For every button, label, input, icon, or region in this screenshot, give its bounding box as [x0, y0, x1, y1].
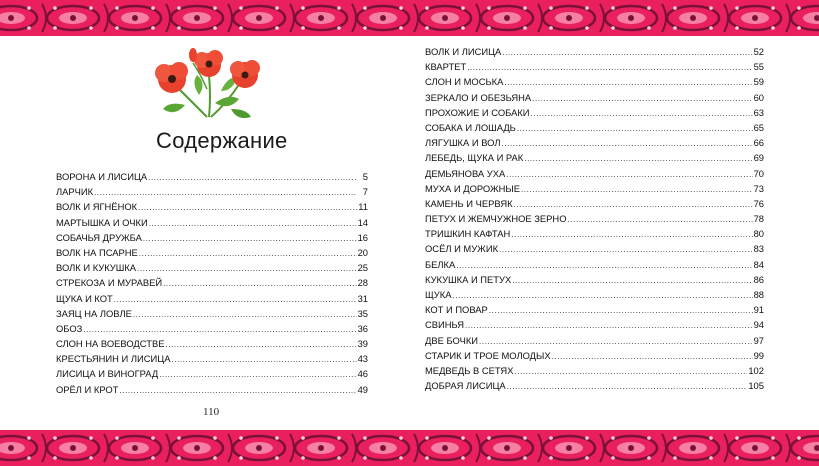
toc-entry	[56, 306, 368, 321]
toc-entry-page: 83	[753, 243, 764, 255]
toc-entry-page: 59	[753, 76, 764, 88]
toc-entry	[425, 257, 764, 272]
toc-entry-page: 102	[748, 364, 764, 376]
dot-leader	[171, 352, 356, 367]
toc-entry-title: ДОБРАЯ ЛИСИЦА	[425, 380, 506, 392]
toc-entry	[425, 196, 764, 211]
toc-entry-title: ПРОХОЖИЕ И СОБАКИ	[425, 106, 530, 118]
dot-leader	[514, 197, 753, 212]
toc-entry	[56, 169, 368, 184]
toc-entry-page: 36	[357, 322, 368, 334]
toc-entry-title: СОБАКА И ЛОШАДЬ	[425, 121, 516, 133]
toc-entry-title: ЛЕБЕДЬ, ЩУКА И РАК	[425, 152, 524, 164]
dot-leader	[137, 261, 357, 276]
toc-entry	[425, 90, 764, 105]
toc-entry	[56, 291, 368, 306]
toc-entry	[425, 333, 764, 348]
toc-entry-page: 78	[753, 213, 764, 225]
toc-entry-title: КОТ И ПОВАР	[425, 304, 488, 316]
toc-entry-title: КВАРТЕТ	[425, 61, 467, 73]
dot-leader	[133, 307, 357, 322]
toc-entry-title: ЛАРЧИК	[56, 186, 94, 198]
dot-leader	[114, 292, 357, 307]
toc-entry-page: 86	[753, 273, 764, 285]
dot-leader	[149, 216, 357, 231]
toc-entry-title: МЕДВЕДЬ В СЕТЯХ	[425, 364, 514, 376]
toc-entry	[56, 336, 368, 351]
dot-leader	[502, 136, 753, 151]
dot-leader	[119, 383, 356, 398]
toc-entry-title: ЛЯГУШКА И ВОЛ	[425, 137, 501, 149]
toc-entry-title: ВОЛК И ЛИСИЦА	[425, 46, 502, 57]
dot-leader	[489, 303, 753, 318]
dot-leader	[465, 318, 753, 333]
dot-leader	[512, 273, 752, 288]
toc-entry	[425, 181, 764, 196]
toc-entry	[425, 348, 764, 363]
dot-leader	[506, 167, 752, 182]
toc-entry-title: ЩУКА И КОТ	[56, 292, 113, 304]
toc-entry	[425, 241, 764, 256]
toc-entry-page: 7	[362, 186, 368, 198]
toc-entry-page: 55	[753, 61, 764, 73]
toc-entry	[425, 211, 764, 226]
toc-entry-page: 91	[753, 304, 764, 316]
toc-entry-title: ВОРОНА И ЛИСИЦА	[56, 171, 148, 182]
dot-leader	[502, 45, 752, 60]
toc-entry-title: СЛОН И МОСЬКА	[425, 76, 504, 88]
toc-entry-title: КРЕСТЬЯНИН И ЛИСИЦА	[56, 353, 171, 365]
toc-entry-page: 16	[357, 231, 368, 243]
toc-entry-page: 60	[753, 91, 764, 103]
toc-entry	[425, 363, 764, 378]
dot-leader	[159, 367, 356, 382]
toc-entry-title: КУКУШКА И ПЕТУХ	[425, 273, 512, 285]
toc-entry-page: 97	[753, 334, 764, 346]
toc-entry-page: 46	[357, 368, 368, 380]
toc-entry-page: 43	[357, 353, 368, 365]
dot-leader	[511, 227, 752, 242]
toc-entry-page: 25	[357, 262, 368, 274]
toc-entry-page: 49	[357, 383, 368, 395]
toc-entry	[425, 287, 764, 302]
dot-leader	[456, 258, 752, 273]
toc-entry-title: СВИНЬЯ	[425, 319, 465, 331]
toc-entry-page: 5	[362, 171, 368, 182]
dot-leader	[524, 151, 752, 166]
toc-entry	[56, 382, 368, 397]
dot-leader	[499, 242, 753, 257]
dot-leader	[521, 182, 753, 197]
toc-entry-page: 73	[753, 182, 764, 194]
toc-entry	[425, 59, 764, 74]
toc-entry-title: ЗАЯЦ НА ЛОВЛЕ	[56, 307, 132, 319]
dot-leader	[517, 121, 753, 136]
toc-entry	[425, 135, 764, 150]
toc-entry-page: 35	[357, 307, 368, 319]
dot-leader	[514, 364, 747, 379]
toc-entry-title: ОСЁЛ И МУЖИК	[425, 243, 499, 255]
toc-entry-page: 99	[753, 349, 764, 361]
toc-entry-title: БЕЛКА	[425, 258, 456, 270]
toc-entry-page: 52	[753, 46, 764, 57]
toc-entry	[56, 245, 368, 260]
dot-leader	[552, 349, 753, 364]
page-title: Содержание	[156, 128, 288, 153]
dot-leader	[94, 185, 357, 200]
folk-ornament-icon	[0, 430, 819, 466]
dot-leader	[138, 200, 357, 215]
toc-entry	[425, 226, 764, 241]
dot-leader	[165, 337, 356, 352]
toc-entry-title: ПЕТУХ И ЖЕМЧУЖНОЕ ЗЕРНО	[425, 213, 567, 225]
toc-entry-page: 69	[753, 152, 764, 164]
toc-entry-page: 63	[753, 106, 764, 118]
dot-leader	[467, 60, 752, 75]
toc-entry-title: ЩУКА	[425, 289, 452, 300]
toc-entry-title: ЗЕРКАЛО И ОБЕЗЬЯНА	[425, 91, 532, 103]
toc-entry	[56, 351, 368, 366]
dot-leader	[452, 288, 752, 303]
page-number: 110	[203, 406, 220, 418]
toc-entry	[56, 230, 368, 245]
bottom-ornament-border	[0, 430, 819, 466]
toc-entry	[425, 166, 764, 181]
toc-entry-page: 65	[753, 121, 764, 133]
toc-entry-page: 66	[753, 137, 764, 149]
toc-entry	[425, 74, 764, 89]
dot-leader	[504, 75, 752, 90]
toc-entry-title: СТРЕКОЗА И МУРАВЕЙ	[56, 277, 163, 289]
dot-leader	[568, 212, 753, 227]
toc-entry-title: СЛОН НА ВОЕВОДСТВЕ	[56, 338, 165, 350]
toc-entry	[56, 366, 368, 381]
toc-entry-title: ДЕМЬЯНОВА УХА	[425, 167, 506, 179]
toc-entry-page: 28	[357, 277, 368, 289]
toc-entry-title: ВОЛК НА ПСАРНЕ	[56, 246, 138, 258]
toc-entry-page: 14	[357, 216, 368, 228]
toc-entry	[56, 260, 368, 275]
toc-entry-page: 88	[753, 289, 764, 300]
dot-leader	[139, 246, 357, 261]
toc-entry-title: ОРЁЛ И КРОТ	[56, 383, 119, 395]
toc-entry	[56, 275, 368, 290]
toc-entry-title: МАРТЫШКА И ОЧКИ	[56, 216, 148, 228]
toc-entry	[56, 199, 368, 214]
toc-entry	[425, 378, 764, 393]
dot-leader	[163, 276, 356, 291]
dot-leader	[532, 91, 752, 106]
folk-ornament-icon	[0, 0, 819, 36]
toc-entry-title: ТРИШКИН КАФТАН	[425, 228, 511, 240]
dot-leader	[148, 170, 357, 185]
toc-entry	[425, 302, 764, 317]
toc-entry-page: 11	[358, 201, 368, 213]
toc-entry-title: ЛИСИЦА И ВИНОГРАД	[56, 368, 159, 380]
toc-entry-title: МУХА И ДОРОЖНЫЕ	[425, 182, 520, 194]
toc-entry	[56, 321, 368, 336]
toc-entry	[425, 272, 764, 287]
toc-entry-title: СТАРИК И ТРОЕ МОЛОДЫХ	[425, 349, 551, 361]
toc-entry	[425, 317, 764, 332]
toc-entry	[425, 150, 764, 165]
toc-entry-page: 70	[753, 167, 764, 179]
toc-entry	[56, 215, 368, 230]
toc-entry-title: ВОЛК И ЯГНЁНОК	[56, 201, 138, 213]
toc-entry	[425, 120, 764, 135]
toc-entry-title: ВОЛК И КУКУШКА	[56, 262, 137, 274]
toc-entry-page: 20	[357, 246, 368, 258]
contents-list-left	[56, 169, 368, 397]
dot-leader	[83, 322, 356, 337]
toc-entry-page: 76	[753, 197, 764, 209]
toc-entry	[56, 184, 368, 199]
dot-leader	[143, 231, 357, 246]
contents-list-right	[425, 44, 764, 393]
toc-entry-title: СОБАЧЬЯ ДРУЖБА	[56, 231, 142, 243]
toc-entry-page: 31	[357, 292, 368, 304]
dot-leader	[507, 379, 748, 394]
toc-entry-page: 84	[753, 258, 764, 270]
toc-entry-title: ОБОЗ	[56, 322, 83, 334]
toc-entry-page: 94	[753, 319, 764, 331]
toc-entry	[425, 105, 764, 120]
dot-leader	[531, 106, 753, 121]
toc-entry-title: ДВЕ БОЧКИ	[425, 334, 479, 346]
toc-entry	[425, 44, 764, 59]
dot-leader	[479, 334, 753, 349]
toc-entry-page: 80	[753, 228, 764, 240]
top-ornament-border	[0, 0, 819, 36]
toc-entry-page: 105	[748, 380, 764, 392]
toc-entry-page: 39	[357, 338, 368, 350]
poppy-flowers-illustration	[145, 45, 275, 128]
toc-entry-title: КАМЕНЬ И ЧЕРВЯК	[425, 197, 513, 209]
